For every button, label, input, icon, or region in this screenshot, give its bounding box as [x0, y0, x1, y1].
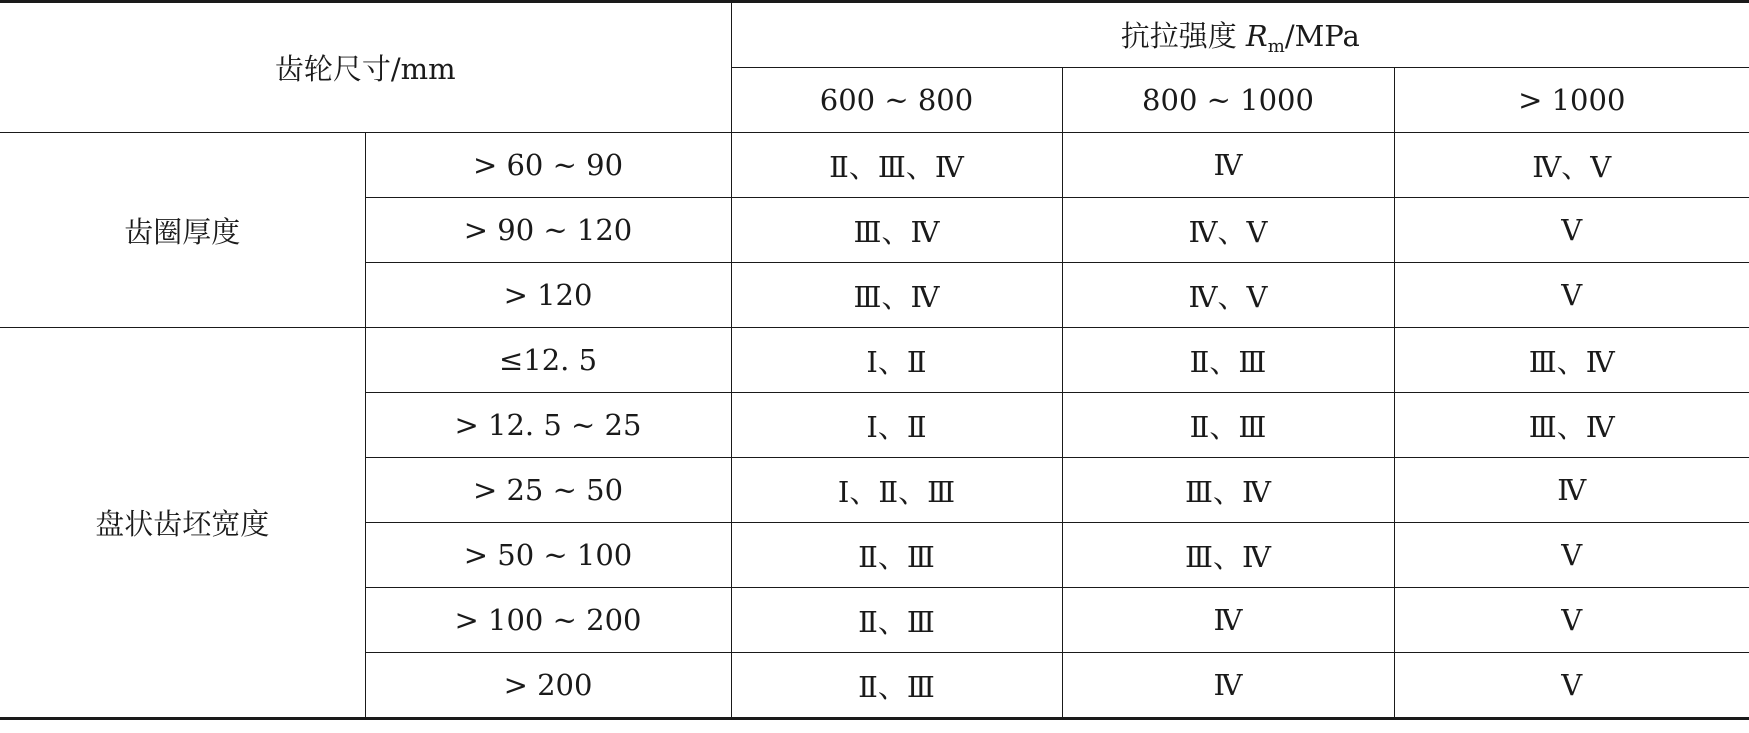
strength-range-header: 600 ~ 800 — [731, 68, 1062, 133]
size-cell: > 100 ~ 200 — [365, 588, 731, 653]
size-cell: > 50 ~ 100 — [365, 523, 731, 588]
size-cell: > 60 ~ 90 — [365, 133, 731, 198]
value-cell: Ⅰ、Ⅱ、Ⅲ — [731, 458, 1062, 523]
value-cell: Ⅴ — [1394, 263, 1749, 328]
value-cell: Ⅳ — [1394, 458, 1749, 523]
strength-symbol: R — [1245, 18, 1268, 53]
value-cell: Ⅳ — [1062, 653, 1394, 719]
value-cell: Ⅱ、Ⅲ — [1062, 328, 1394, 393]
value-cell: Ⅴ — [1394, 653, 1749, 719]
value-cell: Ⅰ、Ⅱ — [731, 328, 1062, 393]
value-cell: Ⅱ、Ⅲ、Ⅳ — [731, 133, 1062, 198]
value-cell: Ⅳ — [1062, 588, 1394, 653]
strength-header — [731, 2, 1749, 68]
size-cell: > 12. 5 ~ 25 — [365, 393, 731, 458]
size-cell: > 25 ~ 50 — [365, 458, 731, 523]
value-cell: Ⅳ、Ⅴ — [1062, 198, 1394, 263]
value-cell: Ⅴ — [1394, 198, 1749, 263]
header-row-1 — [0, 2, 1749, 68]
size-cell: > 200 — [365, 653, 731, 719]
value-cell: Ⅳ、Ⅴ — [1394, 133, 1749, 198]
value-cell: Ⅱ、Ⅲ — [1062, 393, 1394, 458]
size-cell: ≤12. 5 — [365, 328, 731, 393]
value-cell: Ⅲ、Ⅳ — [731, 198, 1062, 263]
value-cell: Ⅴ — [1394, 523, 1749, 588]
gear-size-header: 齿轮尺寸/mm — [0, 2, 731, 133]
table-row — [0, 133, 1749, 198]
value-cell: Ⅱ、Ⅲ — [731, 588, 1062, 653]
value-cell: Ⅱ、Ⅲ — [731, 653, 1062, 719]
value-cell: Ⅲ、Ⅳ — [1062, 523, 1394, 588]
value-cell: Ⅴ — [1394, 588, 1749, 653]
value-cell: Ⅲ、Ⅳ — [1062, 458, 1394, 523]
value-cell: Ⅳ、Ⅴ — [1062, 263, 1394, 328]
value-cell: Ⅲ、Ⅳ — [1394, 393, 1749, 458]
table-row — [0, 328, 1749, 393]
strength-range-header: > 1000 — [1394, 68, 1749, 133]
value-cell: Ⅰ、Ⅱ — [731, 393, 1062, 458]
value-cell: Ⅱ、Ⅲ — [731, 523, 1062, 588]
strength-subscript: m — [1267, 35, 1285, 57]
group-label: 齿圈厚度 — [0, 133, 365, 328]
size-cell: > 90 ~ 120 — [365, 198, 731, 263]
size-cell: > 120 — [365, 263, 731, 328]
value-cell: Ⅳ — [1062, 133, 1394, 198]
strength-unit: /MPa — [1284, 18, 1360, 53]
value-cell: Ⅲ、Ⅳ — [1394, 328, 1749, 393]
strength-range-header: 800 ~ 1000 — [1062, 68, 1394, 133]
group-label: 盘状齿坯宽度 — [0, 328, 365, 719]
value-cell: Ⅲ、Ⅳ — [731, 263, 1062, 328]
strength-label-prefix: 抗拉强度 — [1120, 18, 1246, 53]
